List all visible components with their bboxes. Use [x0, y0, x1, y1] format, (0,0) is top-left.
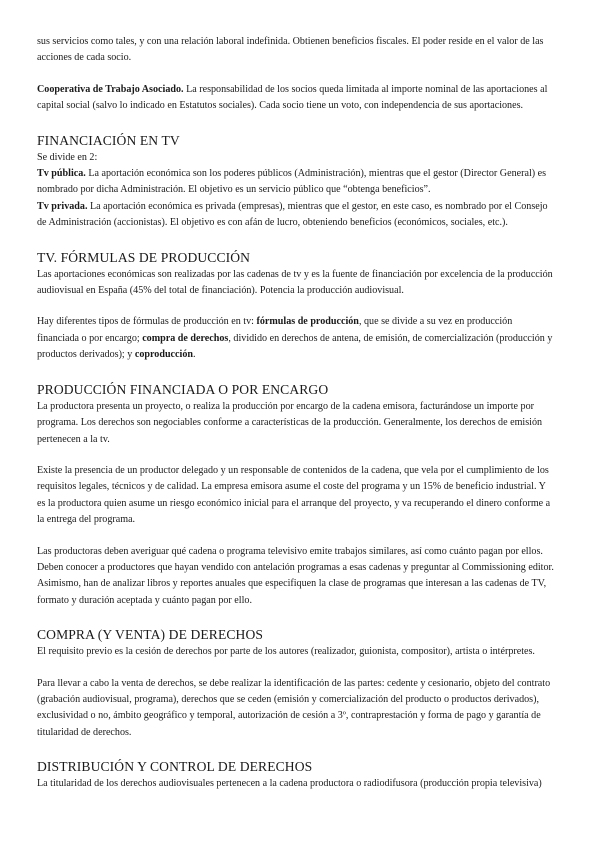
cooperativa-paragraph	[37, 82, 556, 115]
distribucion-paragraph-1: La titularidad de los derechos audiovisuales pertenecen a la cadena productora o radiodifusora (producción propia televisiva)	[37, 778, 542, 790]
term-compra-derechos: compra de derechos	[142, 332, 229, 344]
tv-publica-text: La aportación económica son los poderes públicos (Administración), mientras que el gestor (Director General) es nombrado por dicha Administración. El objetivo es un servicio público que “obtenga beneficios”.	[37, 168, 547, 196]
financiacion-intro: Se divide en 2:	[37, 151, 98, 163]
tv-privada-term: Tv privada.	[37, 200, 88, 212]
intro-paragraph: sus servicios como tales, y con una relación laboral indefinida. Obtienen beneficios fiscales. El poder reside en el valor de las acciones de cada socio.	[37, 36, 544, 64]
heading-compra-derechos: COMPRA (Y VENTA) DE DERECHOS	[37, 627, 264, 643]
tv-publica-paragraph	[37, 166, 556, 199]
compra-paragraph-1: El requisito previo es la cesión de derechos por parte de los autores (realizador, guionista, compositor), artista o intérpretes.	[37, 646, 535, 658]
heading-produccion-encargo: PRODUCCIÓN FINANCIADA O POR ENCARGO	[37, 381, 329, 397]
term-coproduccion: coproducción	[134, 349, 193, 361]
formulas-paragraph-2	[37, 314, 556, 363]
formulas-text-e: , dividido en derechos de antena, de emisión, de comercialización (producción y productos derivados); y	[37, 332, 553, 361]
encargo-paragraph-2: Existe la presencia de un productor delegado y un responsable de contenidos de la cadena, que vela por el cumplimiento de los requisitos legales, técnicos y de calidad. La empresa emisora asume el coste del programa y un 15% de beneficio industrial. Y es la productora quien asume un riesgo económico inicial para el arranque del proyecto, y va recuperando el dinero conforme a la entrega del programa.	[37, 464, 551, 526]
term-formulas-produccion: fórmulas de producción	[256, 316, 359, 328]
encargo-paragraph-1: La productora presenta un proyecto, o realiza la producción por encargo de la cadena emisora, facturándose un importe por programa. Los derechos son negociables conforme a características de la producción. Generalmente, los derechos de emisión pertenecen a la tv.	[37, 400, 543, 445]
formulas-text-a: Hay diferentes tipos de fórmulas de producción en tv:	[37, 316, 257, 328]
formulas-text-g: .	[192, 349, 196, 361]
heading-distribucion: DISTRIBUCIÓN Y CONTROL DE DERECHOS	[37, 759, 313, 775]
encargo-paragraph-3: Las productoras deben averiguar qué cadena o programa televisivo emite trabajos similares, así como cuánto pagan por ellos. Deben conocer a productores que hayan vendido con antelación programas a esas cadenas y preguntar al Commissioning editor. Asimismo, han de analizar libros y reportes anuales que especifiquen la clase de programas que interesan a las cadenas de TV, formato y duración aceptada y cuánto pagan por ello.	[37, 545, 554, 606]
tv-privada-paragraph	[37, 199, 556, 232]
tv-privada-text: La aportación económica es privada (empresas), mientras que el gestor, en este caso, es nombrado por el Consejo de Administración (accionistas). El objetivo es con afán de lucro, obteniendo beneficios (económicos, sociales, etc.).	[37, 200, 548, 229]
cooperativa-text: La responsabilidad de los socios queda limitada al importe nominal de las aportaciones al capital social (salvo lo indicado en Estatutos sociales). Cada socio tiene un voto, con independencia de sus aportaciones.	[37, 83, 548, 112]
formulas-text-c: , que se divide a su vez en producción financiada o por encargo;	[37, 316, 513, 344]
heading-financiacion: FINANCIACIÓN EN TV	[37, 132, 180, 148]
tv-publica-term: Tv pública.	[37, 168, 86, 180]
formulas-paragraph-1: Las aportaciones económicas son realizadas por las cadenas de tv y es la fuente de financiación por excelencia de la producción audiovisual en España (45% del total de financiación). Potencia la producción audiovisual.	[37, 268, 553, 297]
heading-formulas: TV. FÓRMULAS DE PRODUCCIÓN	[37, 249, 251, 265]
compra-paragraph-2: Para llevar a cabo la venta de derechos, se debe realizar la identificación de las partes: cedente y cesionario, objeto del contrato (grabación audiovisual, programa), derechos que se ceden (emisión y comercialización del producto o productos derivados), exclusividad o no, ámbito geográfico y temporal, autorización de cesión a 3º, contraprestación y forma de pago y garantía de titularidad de derechos.	[37, 677, 551, 738]
cooperativa-term: Cooperativa de Trabajo Asociado.	[37, 83, 184, 95]
